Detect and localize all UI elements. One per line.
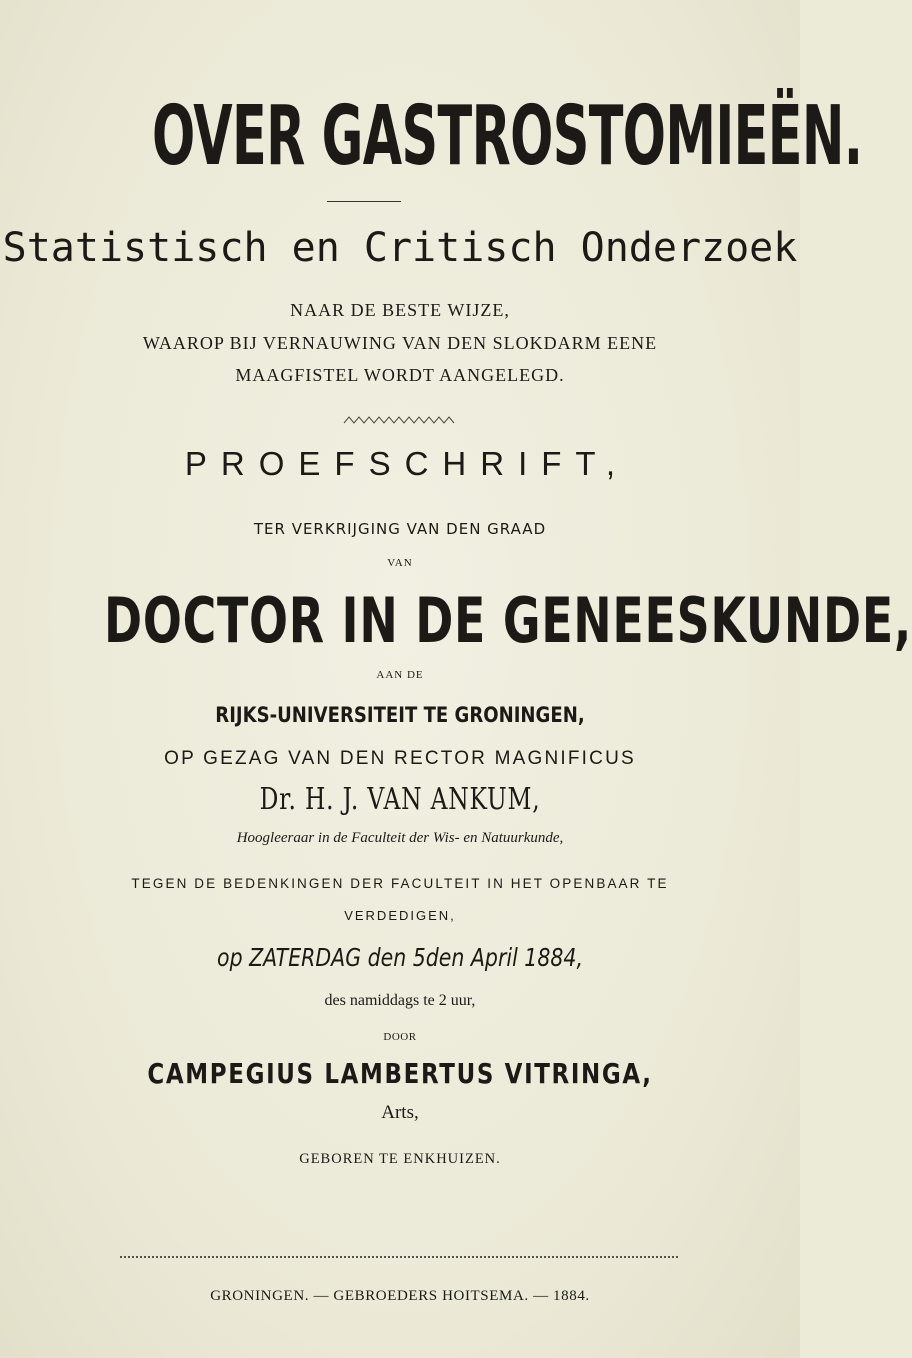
degree-title: DOCTOR IN DE GENEESKUNDE, [104, 584, 912, 657]
van-line: VAN [387, 557, 413, 569]
subtitle-line-3: MAAGFISTEL WORDT AANGELEGD. [235, 365, 565, 385]
subtitle: Statistisch en Critisch Onderzoek [2, 225, 798, 271]
wave-ornament [344, 415, 454, 425]
imprint-line: GRONINGEN. — GEBROEDERS HOITSEMA. — 1884. [210, 1288, 590, 1304]
thesis-label: PROEFSCHRIFT, [184, 445, 630, 482]
author-name: CAMPEGIUS LAMBERTUS VITRINGA, [147, 1057, 653, 1090]
rector-title: Hoogleeraar in de Faculteit der Wis- en Natuurkunde, [236, 830, 564, 846]
dotted-rule [120, 1256, 678, 1258]
defense-time: des namiddags te 2 uur, [324, 992, 476, 1009]
subtitle-line-2: WAAROP BIJ VERNAUWING VAN DEN SLOKDARM EENE [142, 333, 658, 353]
title-rule [327, 201, 401, 202]
authority-line: OP GEZAG VAN DEN RECTOR MAGNIFICUS [164, 748, 636, 769]
author-profession: Arts, [381, 1102, 419, 1123]
main-title: OVER GASTROSTOMIEËN. [152, 89, 863, 184]
university-name: RIJKS-UNIVERSITEIT TE GRONINGEN, [215, 703, 585, 727]
defense-date: op ZATERDAG den 5den April 1884, [217, 943, 583, 972]
door-line: DOOR [383, 1031, 417, 1043]
defense-line-1: TEGEN DE BEDENKINGEN DER FACULTEIT IN HET OPENBAAR TE [131, 876, 669, 891]
rector-name: Dr. H. J. VAN ANKUM, [259, 782, 541, 817]
defense-line-2: VERDEDIGEN, [344, 908, 456, 923]
subtitle-line-1: NAAR DE BESTE WIJZE, [290, 300, 510, 320]
aan-de-line: AAN DE [376, 669, 424, 681]
purpose-line: TER VERKRIJGING VAN DEN GRAAD [253, 520, 547, 538]
author-birthplace: GEBOREN TE ENKHUIZEN. [299, 1151, 501, 1167]
